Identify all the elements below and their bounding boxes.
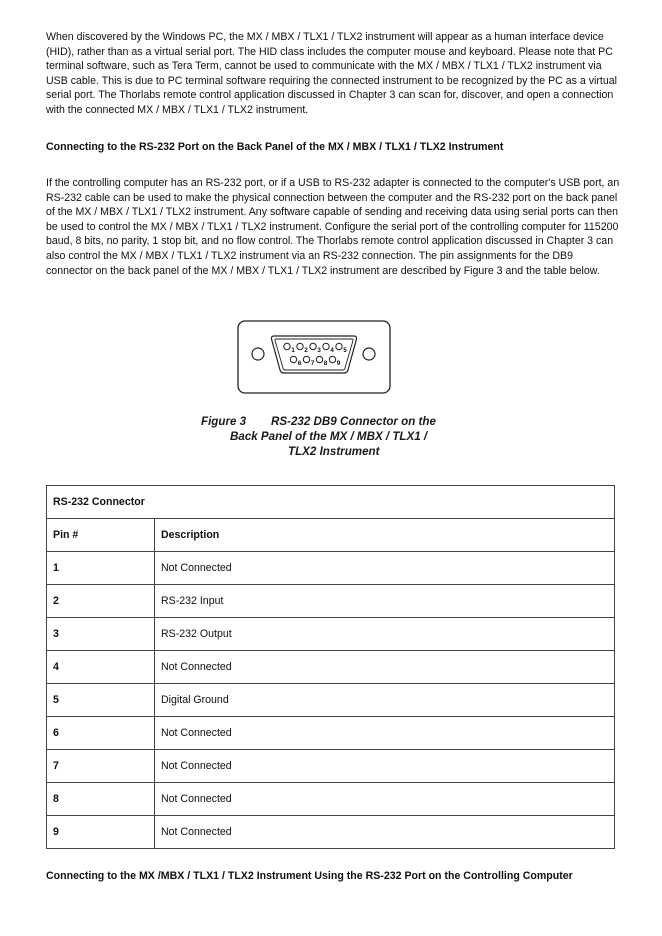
pin-7-contact xyxy=(303,356,309,362)
header-pin: Pin # xyxy=(47,519,155,552)
pin-3-label: 3 xyxy=(317,347,321,354)
pin-description-cell: Not Connected xyxy=(155,552,615,585)
intro-paragraph: When discovered by the Windows PC, the MX / MBX / TLX1 / TLX2 instrument will appear as a human interface device (HID), rather than as a virtual serial port. The HID class includes the computer mouse and keyboard. Please note that PC terminal software, such as Tera Term, cannot be used to communicate with the MX / MBX / TLX1 / TLX2 instrument via USB cable. This is due to PC terminal software requiring the connected instrument to be recognized by the PC as a virtual serial port. The Thorlabs remote control application discussed in Chapter 3 can scan for, discover, and open a connection with the connected MX / MBX / TLX1 / TLX2 instrument. xyxy=(46,31,617,116)
pin-number-cell: 7 xyxy=(47,750,155,783)
pin-1-label: 1 xyxy=(291,347,295,354)
table-row xyxy=(47,717,615,750)
pin-assignment-table xyxy=(46,485,615,849)
connector-shell xyxy=(238,321,390,393)
table-title-row xyxy=(47,486,615,519)
header-description: Description xyxy=(155,519,615,552)
pin-4-label: 4 xyxy=(330,347,334,354)
table-row xyxy=(47,684,615,717)
pin-9-contact xyxy=(329,356,335,362)
pin-number-cell: 4 xyxy=(47,651,155,684)
table-row xyxy=(47,585,615,618)
rs232-paragraph: If the controlling computer has an RS-232 port, or if a USB to RS-232 adapter is connected to the computer's USB port, an RS-232 cable can be used to make the physical connection between the computer and the RS-232 port on the back panel of the MX / MBX / TLX1 / TLX2 instrument. Any software capable of sending and receiving data using serial ports can then be used to control the MX / MBX / TLX1 / TLX2 instrument. Configure the serial port of the controlling computer for 115200 baud, 8 bits, no parity, 1 stop bit, and no flow control. The Thorlabs remote control application discussed in Chapter 3 can also control the MX / MBX / TLX1 / TLX2 instrument via an RS-232 connection. The pin assignments for the DB9 connector on the back panel of the MX / MBX / TLX1 / TLX2 instrument are described by Figure 3 and the table below. xyxy=(46,177,620,277)
table-row xyxy=(47,816,615,849)
pin-6-label: 6 xyxy=(297,360,302,367)
caption-line-1: RS-232 DB9 Connector on the xyxy=(271,415,436,428)
pin-number-cell: 5 xyxy=(47,684,155,717)
pin-number-cell: 2 xyxy=(47,585,155,618)
pin-8-label: 8 xyxy=(323,360,328,367)
pin-description-cell: Not Connected xyxy=(155,816,615,849)
caption-line-3: TLX2 Instrument xyxy=(288,445,380,458)
pin-description-cell: Not Connected xyxy=(155,750,615,783)
pin-number-cell: 8 xyxy=(47,783,155,816)
table-row xyxy=(47,651,615,684)
figure-caption xyxy=(190,414,480,459)
pin-description-cell: Not Connected xyxy=(155,783,615,816)
table-row xyxy=(47,750,615,783)
pin-1-contact xyxy=(284,343,290,349)
table-row xyxy=(47,618,615,651)
pin-number-cell: 1 xyxy=(47,552,155,585)
db9-connector-figure xyxy=(237,320,392,396)
section-heading-rs232-computer: Connecting to the MX /MBX / TLX1 / TLX2 Instrument Using the RS-232 Port on the Controlling Computer xyxy=(46,870,573,882)
table-row xyxy=(47,783,615,816)
pin-3-contact xyxy=(310,343,316,349)
pin-7-label: 7 xyxy=(310,360,315,367)
caption-line-2: Back Panel of the MX / MBX / TLX1 / xyxy=(230,430,428,443)
section-heading-rs232-back-panel: Connecting to the RS-232 Port on the Back Panel of the MX / MBX / TLX1 / TLX2 Instrument xyxy=(46,141,504,153)
pin-description-cell: RS-232 Output xyxy=(155,618,615,651)
pin-5-contact xyxy=(336,343,342,349)
pin-description-cell: Not Connected xyxy=(155,717,615,750)
pin-6-contact xyxy=(290,356,296,362)
pin-description-cell: Digital Ground xyxy=(155,684,615,717)
pin-number-cell: 6 xyxy=(47,717,155,750)
figure-label: Figure 3 xyxy=(201,415,247,428)
pin-number-cell: 9 xyxy=(47,816,155,849)
table-row xyxy=(47,552,615,585)
pin-description-cell: Not Connected xyxy=(155,651,615,684)
pin-8-contact xyxy=(316,356,322,362)
pin-2-label: 2 xyxy=(304,347,308,354)
pin-number-cell: 3 xyxy=(47,618,155,651)
pin-9-label: 9 xyxy=(336,360,341,367)
pin-description-cell: RS-232 Input xyxy=(155,585,615,618)
pin-2-contact xyxy=(297,343,303,349)
table-title: RS-232 Connector xyxy=(47,486,615,519)
pin-4-contact xyxy=(323,343,329,349)
pin-5-label: 5 xyxy=(343,347,347,354)
table-header-row xyxy=(47,519,615,552)
